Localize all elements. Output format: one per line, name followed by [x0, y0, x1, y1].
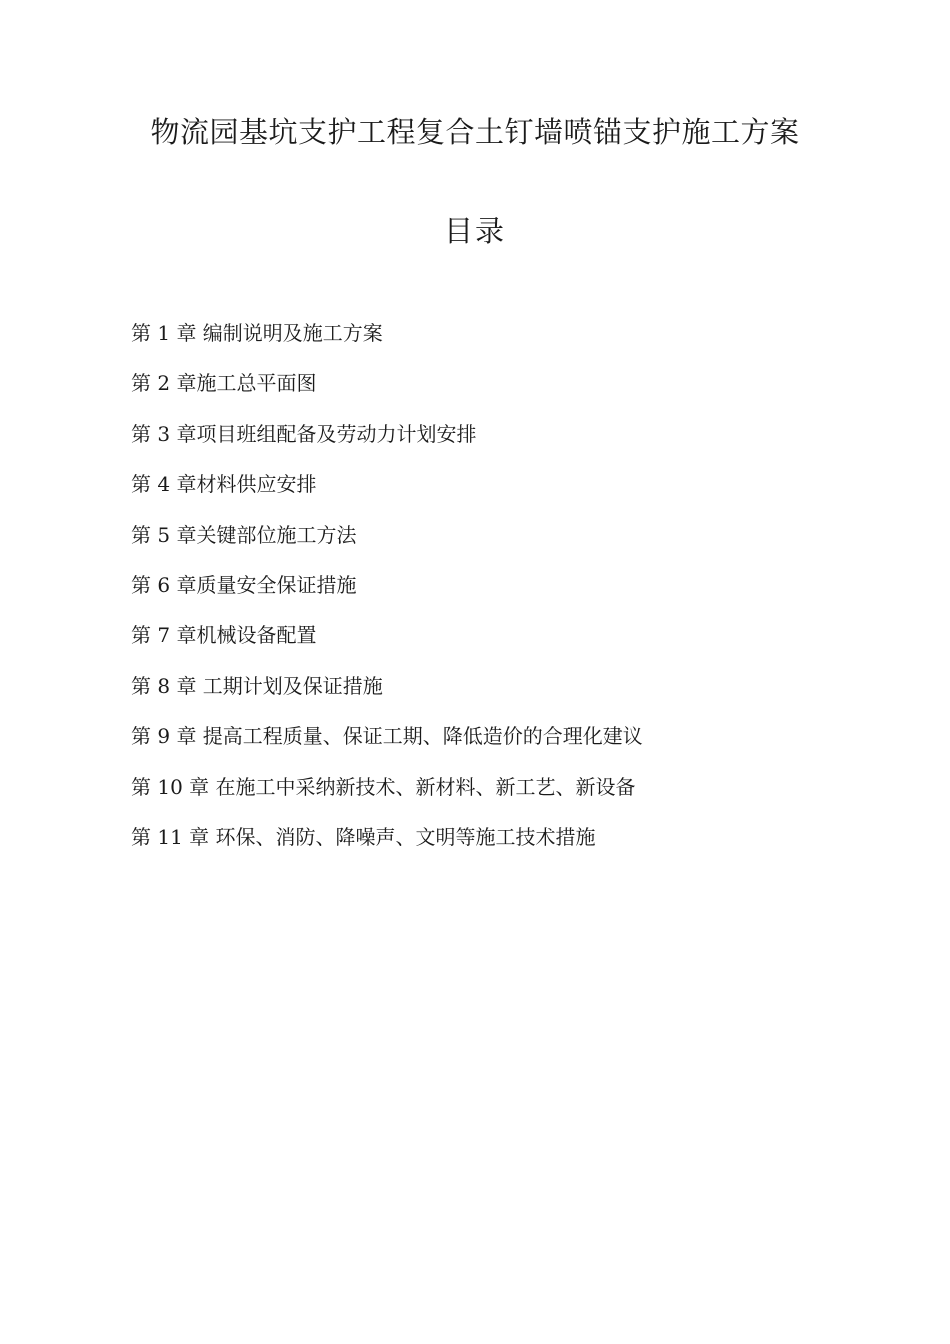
toc-item-chapter-1[interactable]: 第 1 章 编制说明及施工方案	[131, 321, 383, 345]
toc-heading: 目录	[443, 214, 506, 248]
toc-item-chapter-8[interactable]: 第 8 章 工期计划及保证措施	[131, 673, 383, 698]
toc-item-chapter-4[interactable]: 第 4 章材料供应安排	[131, 472, 317, 497]
toc-item-chapter-11[interactable]: 第 11 章 环保、消防、降噪声、文明等施工技术措施	[131, 824, 596, 849]
toc-item-chapter-7[interactable]: 第 7 章机械设备配置	[131, 623, 317, 648]
document-title: 物流园基坑支护工程复合土钉墙喷锚支护施工方案	[150, 115, 800, 149]
toc-item-chapter-5[interactable]: 第 5 章关键部位施工方法	[131, 522, 357, 547]
toc-item-chapter-10[interactable]: 第 10 章 在施工中采纳新技术、新材料、新工艺、新设备	[131, 774, 636, 799]
toc-item-chapter-3[interactable]: 第 3 章项目班组配备及劳动力计划安排	[131, 421, 477, 446]
table-of-contents	[131, 318, 643, 872]
toc-item-chapter-9[interactable]: 第 9 章 提高工程质量、保证工期、降低造价的合理化建议	[131, 724, 643, 749]
toc-item-chapter-2[interactable]: 第 2 章施工总平面图	[131, 371, 317, 396]
toc-item-chapter-6[interactable]: 第 6 章质量安全保证措施	[131, 572, 357, 597]
